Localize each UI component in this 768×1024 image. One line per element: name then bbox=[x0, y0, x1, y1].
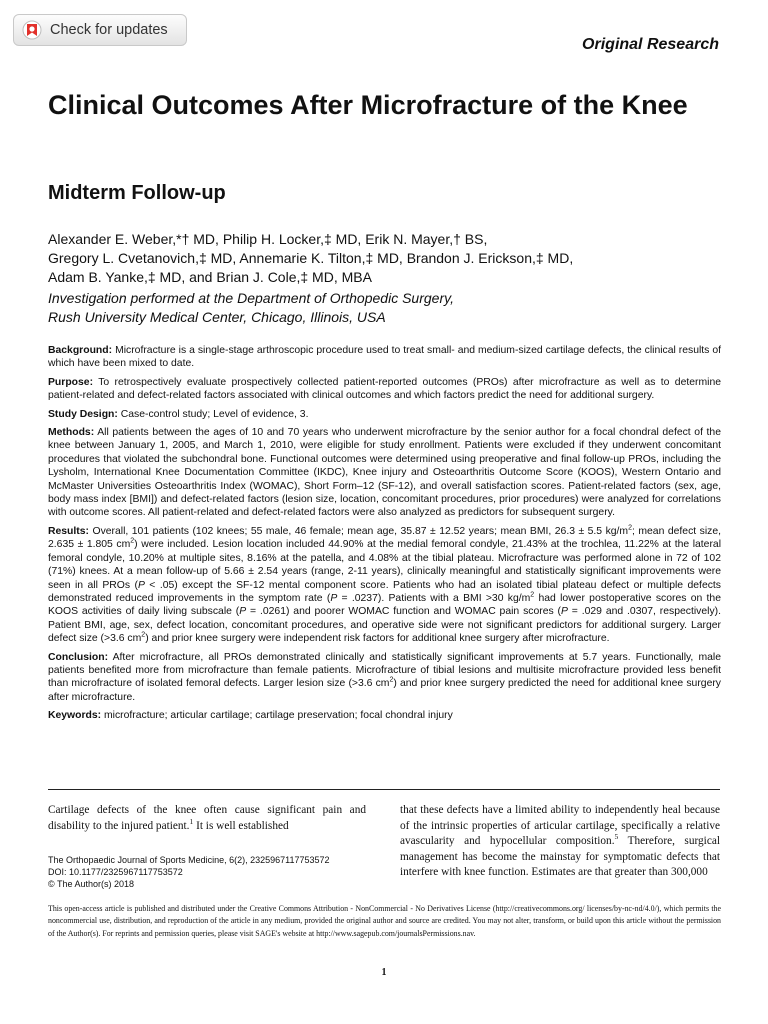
citation-ref: 5 bbox=[614, 832, 619, 842]
superscript: 2 bbox=[530, 591, 535, 599]
license-notice: This open-access article is published and distributed under the Creative Commons Attribution - NonCommercial - No Derivatives License (http://creativecommons.org/ licenses/by-nc-nd/4.0/), which permits the noncommercial use, distribution, and reproduction of the article in any medium, provided the original author and source are credited. You may not alter, transform, or build upon this article without the permission of the Author(s). For reprints and permission queries, please visit SAGE's website at http://www.sagepub.com/journalsPermissions.nav. bbox=[48, 904, 721, 938]
keywords-text: microfracture; articular cartilage; cartilage preservation; focal chondral injury bbox=[104, 710, 453, 722]
results-text: had lower postoperative scores on the KOOS activities of daily living subscale ( bbox=[48, 592, 721, 618]
results-text: ; mean defect size, 2.635 ± 1.805 cm bbox=[48, 525, 721, 551]
keywords-label: Keywords: bbox=[48, 710, 102, 722]
body-text: Therefore, surgical management has become the mainstay for symptomatic defects that interfere with knee function. Estimates are that greater than 300,000 bbox=[400, 835, 720, 878]
p-value-symbol: P bbox=[561, 606, 568, 618]
results-text: = .0237). Patients with a BMI >30 kg/m bbox=[337, 592, 531, 604]
methods-text: All patients between the ages of 10 and 70 years who underwent microfracture by the senior author for a focal chondral defect of the knee between January 1, 2005, and March 1, 2010, were eligible for study enrollment. Patients were excluded if they underwent concomitant procedures that violated the subchondral bone. Functional outcomes were determined using preoperative and final follow-up PROs, including the Lysholm, International Knee Documentation Committee (IKDC), Knee injury and Osteoarthritis Outcome Score (KOOS), Western Ontario and McMaster Universities Osteoarthritis Index (WOMAC), Short Form–12 (SF-12), and overall satisfaction scores. Patient-related factors (sex, age, body mass index [BMI]) and defect-related factors (lesion size, location, concomitant procedures, prior procedures) were analyzed for correlations with outcome scores. All patient-related and defect-related factors were also analyzed as predictors for subsequent surgery. bbox=[48, 427, 721, 519]
p-value-symbol: P bbox=[330, 592, 338, 604]
superscript: 2 bbox=[130, 537, 135, 545]
affiliation bbox=[48, 289, 708, 327]
abstract-purpose bbox=[48, 376, 721, 403]
author-list bbox=[48, 230, 708, 287]
conclusion-text: ) and prior knee surgery predicted the need for additional knee surgery after microfracture. bbox=[48, 678, 721, 703]
affiliation-line-2: Rush University Medical Center, Chicago, Illinois, USA bbox=[48, 309, 386, 325]
abstract-divider bbox=[48, 789, 720, 790]
abstract bbox=[48, 344, 721, 728]
journal-doi: DOI: 10.1177/2325967117753572 bbox=[48, 867, 183, 877]
superscript: 2 bbox=[141, 631, 146, 639]
page-number: 1 bbox=[381, 967, 387, 978]
results-text: ) and prior knee surgery were independent risk factors for additional knee surgery after microfracture. bbox=[145, 633, 610, 645]
abstract-methods bbox=[48, 426, 721, 520]
conclusion-label: Conclusion: bbox=[48, 651, 109, 663]
check-for-updates-badge[interactable] bbox=[13, 14, 187, 46]
body-column-right bbox=[400, 803, 720, 881]
abstract-keywords bbox=[48, 709, 721, 722]
study-design-label: Study Design: bbox=[48, 408, 118, 420]
author-line-3: Adam B. Yanke,‡ MD, and Brian J. Cole,‡ MD, MBA bbox=[48, 269, 372, 285]
crossmark-icon bbox=[22, 20, 42, 40]
results-text: = .029 and .0307, respectively). Patient BMI, age, sex, defect location, concomitant procedures, and operative side were not significant predictors for additional surgery. Larger defect size (>3.6 cm bbox=[48, 606, 721, 645]
copyright: © The Author(s) 2018 bbox=[48, 879, 135, 889]
abstract-conclusion bbox=[48, 651, 721, 705]
results-text: ) were included. Lesion location included 44.90% at the medial femoral condyle, 21.43% at the trochlea, 11.22% at the lateral femoral condyle, 10.20% at multiple sites, 8.16% at the patella, and 4.08% at the tibial plateau. Microfracture was performed alone in 72 of 102 (71%) knees. At a mean follow-up of 5.66 ± 2.54 years (range, 2-11 years), clinically meaningful and statistically significant improvements were seen in all PROs ( bbox=[48, 539, 722, 591]
author-line-2: Gregory L. Cvetanovich,‡ MD, Annemarie K. Tilton,‡ MD, Brandon J. Erickson,‡ MD, bbox=[48, 250, 574, 266]
article-subtitle: Midterm Follow-up bbox=[48, 182, 226, 204]
author-line-1: Alexander E. Weber,*† MD, Philip H. Locker,‡ MD, Erik N. Mayer,† BS, bbox=[48, 231, 488, 247]
study-design-text: Case-control study; Level of evidence, 3. bbox=[120, 408, 309, 420]
background-text: Microfracture is a single-stage arthroscopic procedure used to treat small- and medium-sized cartilage defects, the clinical results of which have been mixed to date. bbox=[48, 345, 722, 370]
purpose-label: Purpose: bbox=[48, 376, 94, 388]
body-column-left bbox=[48, 803, 366, 834]
abstract-study-design bbox=[48, 408, 721, 421]
purpose-text: To retrospectively evaluate prospectively collected patient-reported outcomes (PROs) after microfracture as well as to determine patient-related and defect-related factors associated with clinical outcomes and which factors predict the need for additional surgery. bbox=[48, 376, 721, 402]
background-label: Background: bbox=[48, 345, 113, 356]
body-text: Cartilage defects of the knee often cause significant pain and disability to the injured patient. bbox=[48, 804, 366, 832]
section-label: Original Research bbox=[582, 36, 719, 53]
results-text: = .0261) and poorer WOMAC function and WOMAC pain scores ( bbox=[246, 606, 561, 618]
results-text: Overall, 101 patients (102 knees; 55 male, 46 female; mean age, 35.87 ± 12.52 years; mean BMI, 26.3 ± 5.5 kg/m bbox=[92, 525, 629, 537]
body-text: It is well established bbox=[193, 819, 289, 832]
check-for-updates-label: Check for updates bbox=[50, 22, 168, 38]
article-title: Clinical Outcomes After Microfracture of the Knee bbox=[48, 90, 688, 120]
abstract-background bbox=[48, 344, 721, 371]
body-text: that these defects have a limited ability to independently heal because of the intrinsic properties of articular cartilage, specifically a relative avascularity and hypocellular composition. bbox=[400, 804, 720, 847]
methods-label: Methods: bbox=[48, 427, 95, 439]
superscript: 2 bbox=[389, 676, 394, 684]
conclusion-text: After microfracture, all PROs demonstrated clinically and statistically significant improvements at 5.7 years. Functionally, male patients benefited more from microfracture than female patients. Microfracture of tibial lesions and multisite microfracture provided less benefit than microfracture of isolated femoral defects. Larger lesion size (>3.6 cm bbox=[48, 651, 721, 690]
abstract-results bbox=[48, 525, 721, 646]
journal-citation: The Orthopaedic Journal of Sports Medicine, 6(2), 2325967117753572 bbox=[48, 855, 330, 865]
p-value-symbol: P bbox=[137, 579, 145, 591]
journal-info bbox=[48, 854, 378, 890]
affiliation-line-1: Investigation performed at the Department of Orthopedic Surgery, bbox=[48, 290, 454, 306]
p-value-symbol: P bbox=[239, 606, 247, 618]
results-label: Results: bbox=[48, 525, 89, 537]
citation-ref: 1 bbox=[189, 816, 194, 826]
superscript: 2 bbox=[628, 524, 632, 532]
results-text: < .05) except the SF-12 mental component score. Patients who had an isolated tibial plateau defect or multiple defects demonstrated reduced improvements in the symptom rate ( bbox=[48, 579, 721, 604]
